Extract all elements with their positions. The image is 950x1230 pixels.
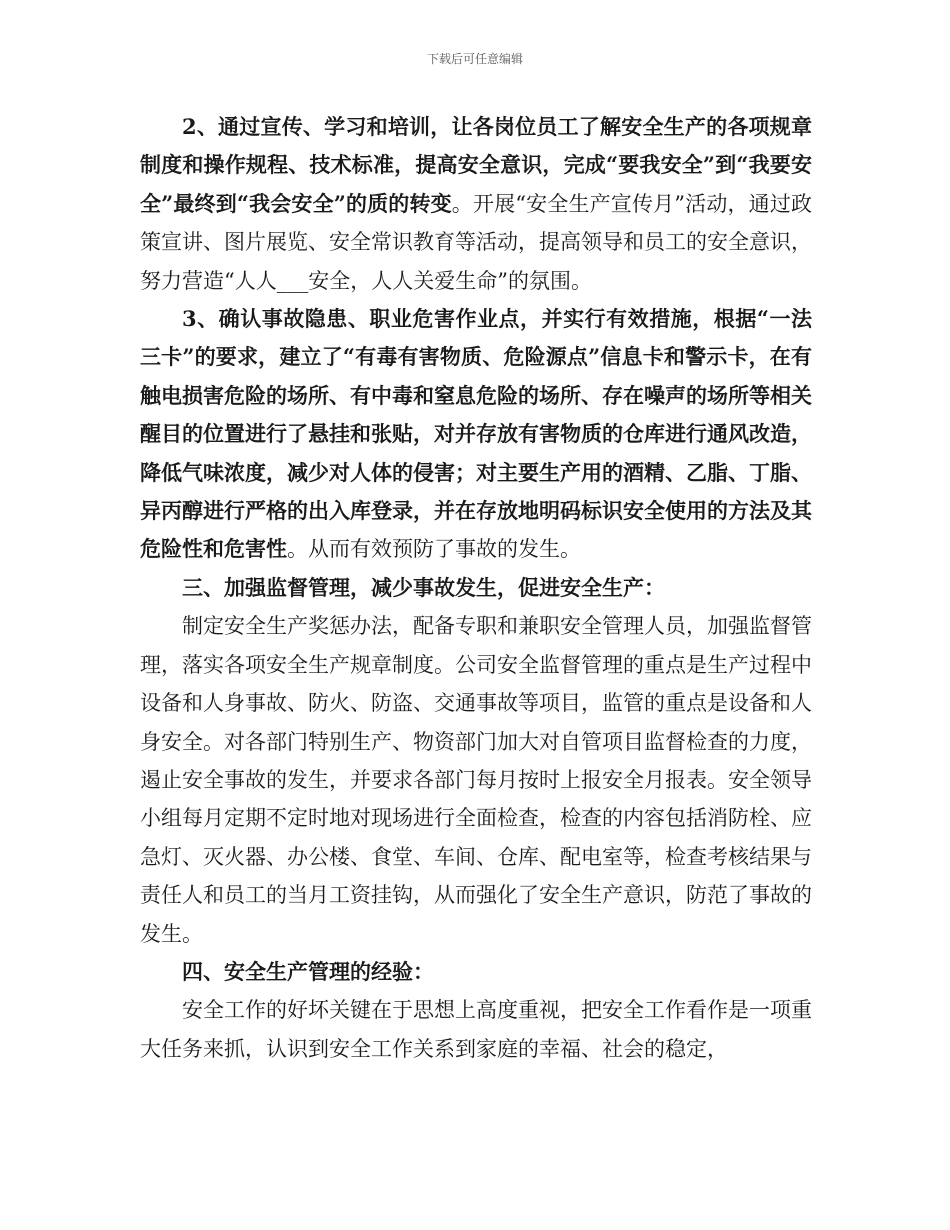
paragraph-supervision-details — [140, 607, 812, 953]
paragraph-hazard-identification — [140, 300, 812, 569]
paragraph-normal-text: 安全工作的好坏关键在于思想上高度重视，把安全工作看作是一项重大任务来抓，认识到安全工作关系到家庭的幸福、社会的稳定， — [140, 998, 812, 1061]
paragraph-bold-text: 3、确认事故隐患、职业危害作业点，并实行有效措施，根据“一法三卡”的要求，建立了“有毒有害物质、危险源点”信息卡和警示卡，在有触电损害危险的场所、有中毒和窒息危险的场所、存在噪声的场所等相关醒目的位置进行了悬挂和张贴，对并存放有害物质的仓库进行通风改造，降低气味浓度，减少对人体的侵害；对主要生产用的酒精、乙脂、丁脂、异丙醇进行严格的出入库登录，并在存放地明码标识安全使用的方法及其危险性和危害性 — [140, 306, 812, 562]
paragraph-experience-details — [140, 991, 812, 1068]
section-heading-text: 三、加强监督管理，减少事故发生，促进安全生产： — [182, 574, 665, 600]
section-heading-text: 四、安全生产管理的经验： — [182, 958, 434, 984]
paragraph-normal-text: 。开展“安全生产宣传月”活动，通过政策宣讲、图片展览、安全常识教育等活动，提高领导和员工的安全意识，努力营造“人人___安全，人人关爱生命”的氛围。 — [140, 191, 812, 293]
paragraph-publicity-training — [140, 108, 812, 300]
paragraph-normal-text: 制定安全生产奖惩办法，配备专职和兼职安全管理人员，加强监督管理，落实各项安全生产规章制度。公司安全监督管理的重点是生产过程中设备和人身事故、防火、防盗、交通事故等项目，监管的重点是设备和人身安全。对各部门特别生产、物资部门加大对自管项目监督检查的力度，遏止安全事故的发生，并要求各部门每月按时上报安全月报表。安全领导小组每月定期不定时地对现场进行全面检查，检查的内容包括消防栓、应急灯、灭火器、办公楼、食堂、车间、仓库、配电室等，检查考核结果与责任人和员工的当月工资挂钩，从而强化了安全生产意识，防范了事故的发生。 — [140, 614, 812, 946]
document-body — [140, 108, 812, 1068]
section-heading-experience — [140, 953, 812, 991]
section-heading-supervision — [140, 569, 812, 607]
paragraph-bold-text: 2、通过宣传、学习和培训，让各岗位员工了解安全生产的各项规章制度和操作规程、技术标准，提高安全意识，完成“要我安全”到“我要安全”最终到“我会安全”的质的转变 — [140, 114, 812, 216]
paragraph-normal-text: 。从而有效预防了事故的发生。 — [287, 537, 581, 562]
page-header: 下载后可任意编辑 — [426, 52, 523, 66]
